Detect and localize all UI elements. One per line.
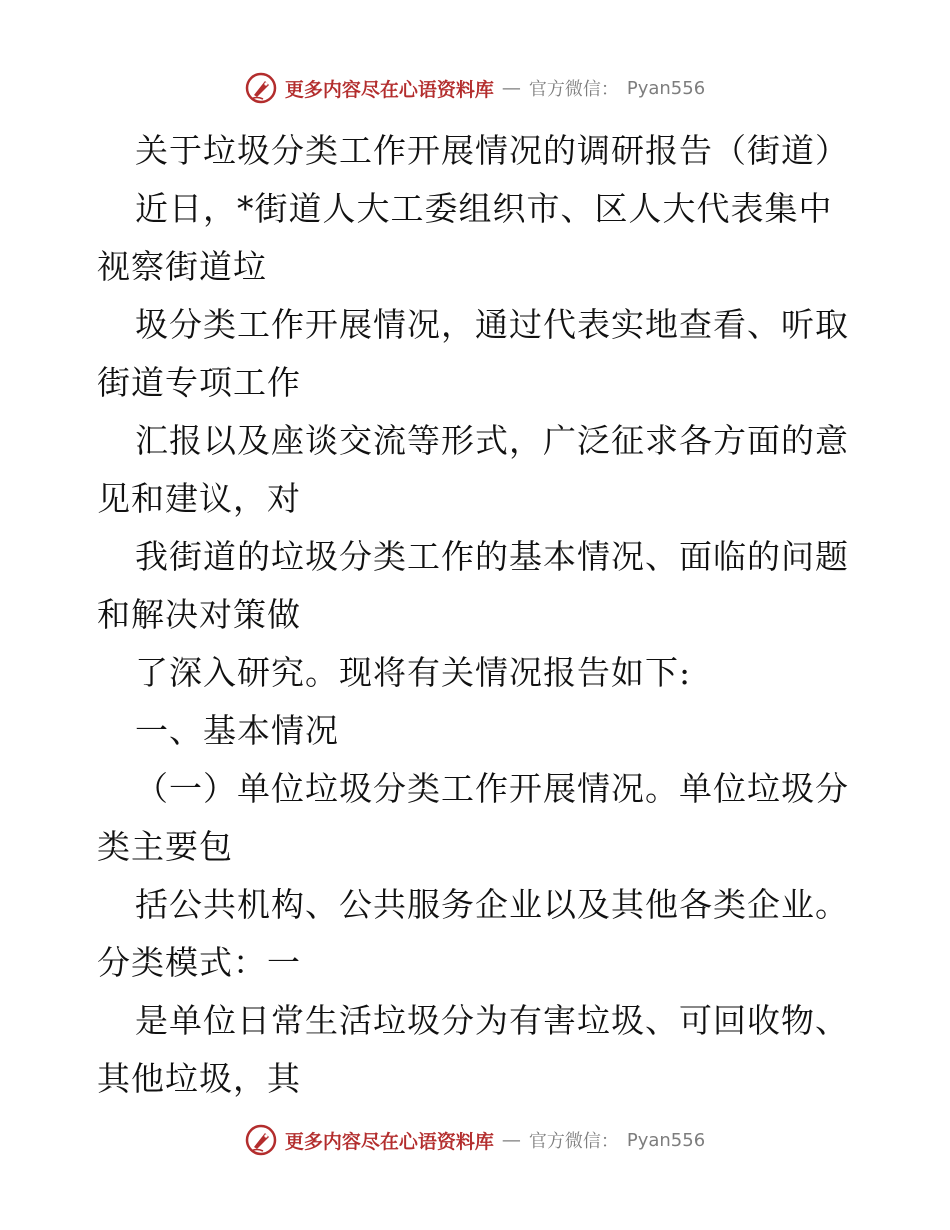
document-line: 了深入研究。现将有关情况报告如下: — [135, 653, 692, 692]
document-line: 是单位日常生活垃圾分为有害垃圾、可回收物、 — [135, 1001, 849, 1040]
document-line: 其他垃圾，其 — [97, 1059, 301, 1098]
document-line: （一）单位垃圾分类工作开展情况。单位垃圾分 — [135, 769, 849, 808]
wechat-id: Pyan556 — [626, 77, 706, 99]
section-heading: 一、基本情况 — [135, 711, 339, 750]
document-line: 街道专项工作 — [97, 363, 301, 402]
watermark-separator: — — [501, 1129, 521, 1151]
document-line: 和解决对策做 — [97, 595, 301, 634]
wechat-label: 官方微信： — [528, 1131, 619, 1152]
header-watermark-banner — [0, 68, 950, 108]
watermark-separator: — — [501, 77, 521, 99]
document-line: 圾分类工作开展情况，通过代表实地查看、听取 — [135, 305, 849, 344]
document-line: 类主要包 — [97, 827, 233, 866]
document-line: 括公共机构、公共服务企业以及其他各类企业。 — [135, 885, 849, 924]
wechat-label: 官方微信： — [528, 79, 619, 100]
pen-nib-logo-icon — [245, 72, 277, 104]
document-line: 视察街道垃 — [97, 247, 267, 286]
document-body — [97, 122, 857, 1108]
document-line: 关于垃圾分类工作开展情况的调研报告（街道） — [135, 131, 849, 170]
document-line: 汇报以及座谈交流等形式，广泛征求各方面的意 — [135, 421, 849, 460]
watermark-text: 更多内容尽在心语资料库 — [284, 1130, 494, 1153]
wechat-id: Pyan556 — [626, 1129, 706, 1151]
document-line: 分类模式：一 — [97, 943, 301, 982]
footer-watermark-banner — [0, 1120, 950, 1160]
document-line: 我街道的垃圾分类工作的基本情况、面临的问题 — [135, 537, 849, 576]
watermark-text: 更多内容尽在心语资料库 — [284, 78, 494, 101]
pen-nib-logo-icon — [245, 1124, 277, 1156]
document-line: 近日，*街道人大工委组织市、区人大代表集中 — [135, 189, 833, 228]
document-line: 见和建议，对 — [97, 479, 301, 518]
